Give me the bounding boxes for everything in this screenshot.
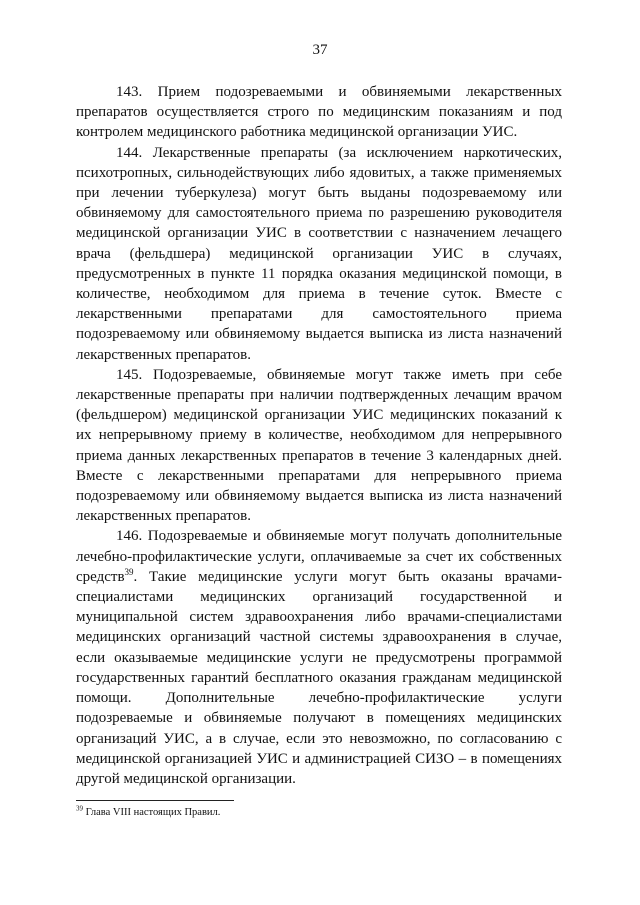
paragraph-144: 144. Лекарственные препараты (за исключением наркотических, психотропных, сильнодействующих либо ядовитых, а также применяемых при лечении туберкулеза) могут быть выданы подозреваемому или обвиняемому для самостоятельного приема по разрешению руководителя медицинской организации УИС в соответствии с назначением лечащего врача (фельдшера) медицинской организации УИС в случаях, предусмотренных в пункте 11 порядка оказания медицинской помощи, в количестве, необходимом для приема в течение суток. Вместе с лекарственными препаратами для самостоятельного приема подозреваемому или обвиняемому выдается выписка из листа назначений лекарственных препаратов. xyxy=(76,144,562,363)
paragraph-143: 143. Прием подозреваемыми и обвиняемыми лекарственных препаратов осуществляется строго по медицинским показаниям и под контролем медицинского работника медицинской организации УИС. xyxy=(76,84,562,141)
paragraph-146-text-before: 146. Подозреваемые и обвиняемые могут получать дополнительные лечебно-профилактические услуги, оплачиваемые за счет их собственных средств xyxy=(76,528,562,585)
footnote-text: Глава VIII настоящих Правил. xyxy=(83,807,221,818)
footnote-reference: 39 xyxy=(124,566,134,577)
footnote-marker: 39 xyxy=(76,804,83,813)
footnote-separator xyxy=(76,800,234,801)
paragraph-145: 145. Подозреваемые, обвиняемые могут также иметь при себе лекарственные препараты при наличии подтвержденных лечащим врачом (фельдшером) медицинской организации УИС медицинских показаний к их непрерывному приему в количестве, необходимом для непрерывного приема данных лекарственных препаратов в течение 3 календарных дней. Вместе с лекарственными препаратами для непрерывного приема подозреваемому или обвиняемому выдается выписка из листа назначений лекарственных препаратов. xyxy=(76,366,562,525)
footnote xyxy=(76,806,562,819)
document-body xyxy=(76,82,562,789)
page-number: 37 xyxy=(312,42,328,58)
paragraph-146-text-after: . Такие медицинские услуги могут быть оказаны врачами-специалистами медицинских организаций государственной и муниципальной систем здравоохранения либо врачами-специалистами медицинских организаций частной системы здравоохранения в случае, если оказываемые медицинские услуги не предусмотрены программой государственных гарантий бесплатного оказания гражданам медицинской помощи. Дополнительные лечебно-профилактические услуги подозреваемые и обвиняемые получают в помещениях медицинских организаций УИС, а в случае, если это невозможно, по согласованию с медицинской организацией УИС и администрацией СИЗО – в помещениях другой медицинской организации. xyxy=(76,568,562,787)
paragraph-146 xyxy=(76,526,562,789)
